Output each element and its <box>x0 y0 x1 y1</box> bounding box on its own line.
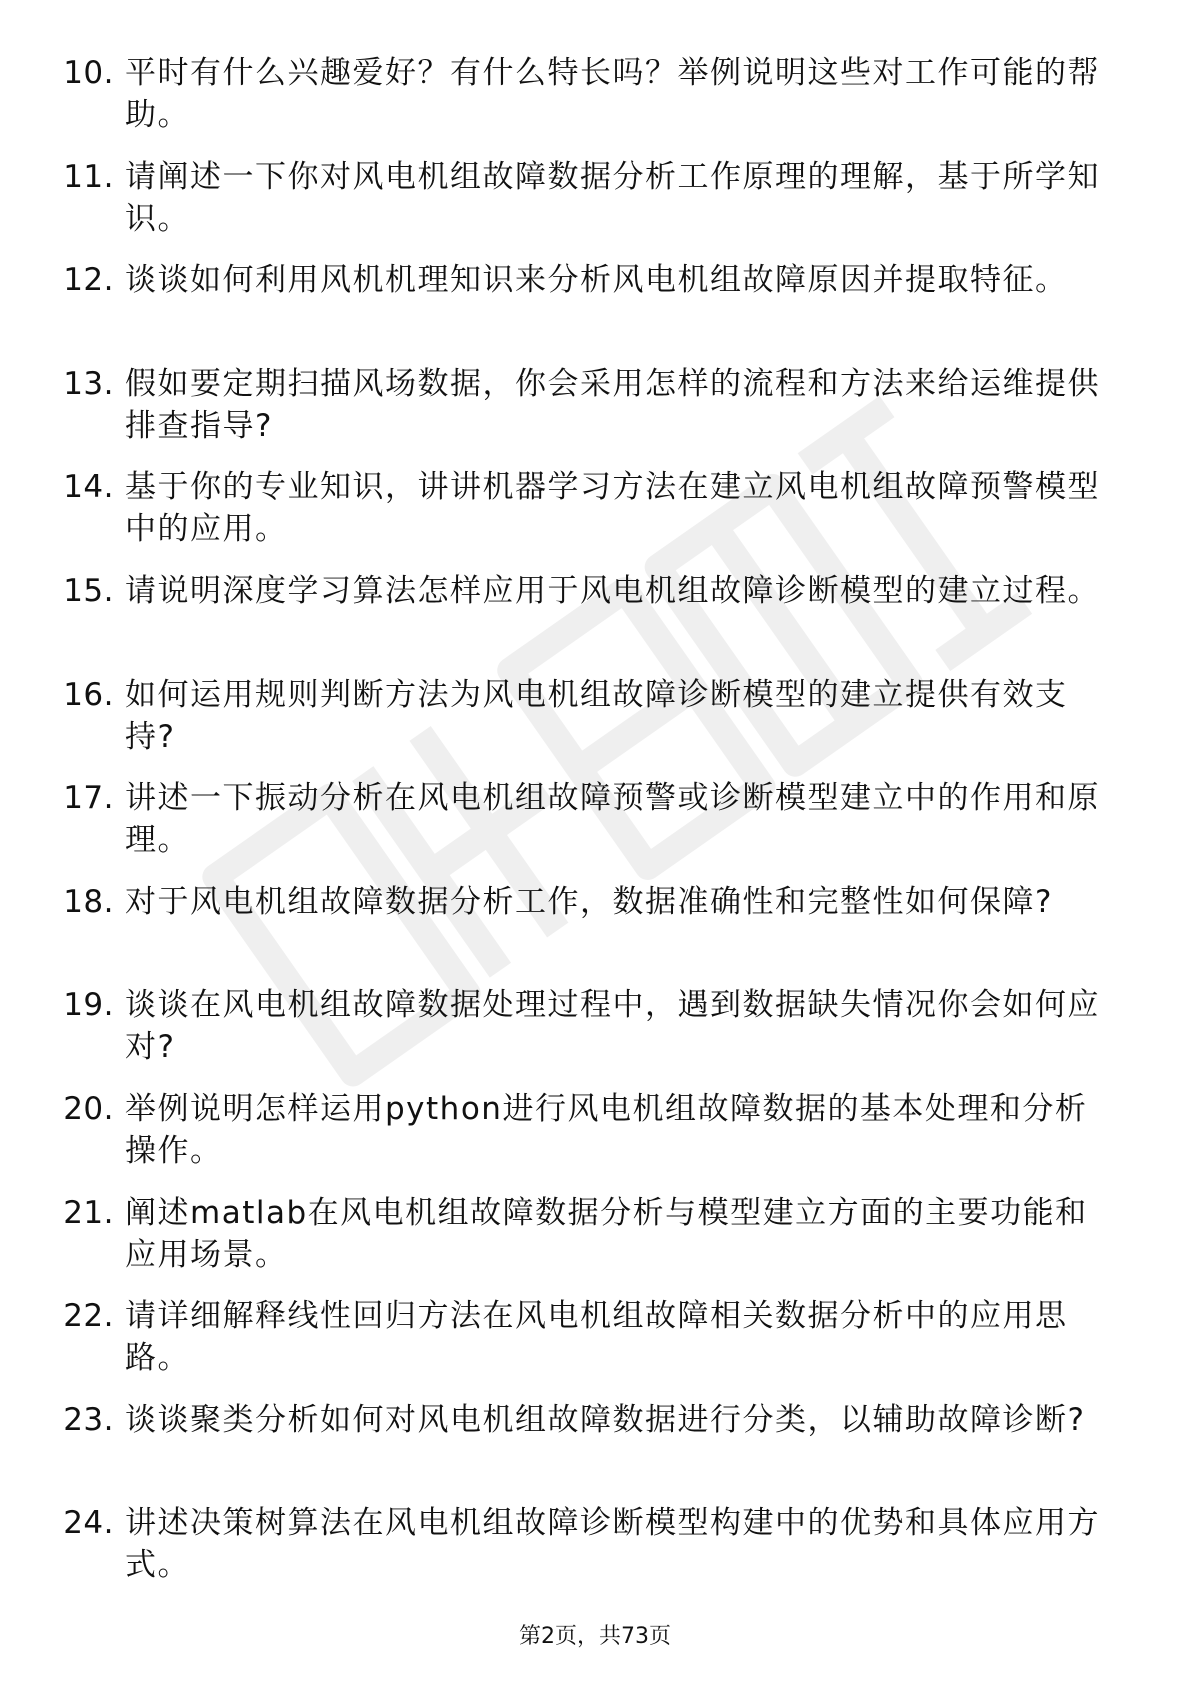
question-text: 讲述决策树算法在风电机组故障诊断模型构建中的优势和具体应用方式。 <box>125 1505 1100 1584</box>
question-number: 17. <box>63 780 114 817</box>
question-text: 对于风电机组故障数据分析工作，数据准确性和完整性如何保障? <box>125 883 1053 920</box>
question-number: 24. <box>63 1505 114 1542</box>
question-text: 讲述一下振动分析在风电机组故障预警或诊断模型建立中的作用和原理。 <box>125 780 1100 859</box>
list-item <box>0 674 1190 778</box>
question-text: 阐述matlab在风电机组故障数据分析与模型建立方面的主要功能和应用场景。 <box>125 1194 1088 1273</box>
list-item <box>0 777 1190 881</box>
list-item <box>0 1502 1190 1606</box>
question-number: 20. <box>63 1090 114 1127</box>
question-number: 16. <box>63 676 114 713</box>
question-number: 23. <box>63 1401 114 1438</box>
question-text: 谈谈如何利用风机机理知识来分析风电机组故障原因并提取特征。 <box>125 262 1068 299</box>
question-number: 21. <box>63 1194 114 1231</box>
question-text: 请阐述一下你对风电机组故障数据分析工作原理的理解，基于所学知识。 <box>125 158 1100 237</box>
question-text: 基于你的专业知识，讲讲机器学习方法在建立风电机组故障预警模型中的应用。 <box>125 469 1100 548</box>
list-item <box>0 1295 1190 1399</box>
list-item <box>0 466 1190 570</box>
question-number: 18. <box>63 883 114 920</box>
question-text: 谈谈在风电机组故障数据处理过程中，遇到数据缺失情况你会如何应对? <box>125 987 1100 1066</box>
page-footer: 第2页，共73页 <box>519 1624 671 1649</box>
question-number: 15. <box>63 572 114 609</box>
question-text: 请详细解释线性回归方法在风电机组故障相关数据分析中的应用思路。 <box>125 1298 1068 1377</box>
list-item <box>0 1088 1190 1192</box>
list-item <box>0 881 1190 985</box>
question-list <box>0 52 1190 1606</box>
question-number: 11. <box>63 158 114 195</box>
list-item <box>0 984 1190 1088</box>
question-text: 请说明深度学习算法怎样应用于风电机组故障诊断模型的建立过程。 <box>125 572 1100 609</box>
question-number: 12. <box>63 262 114 299</box>
question-text: 谈谈聚类分析如何对风电机组故障数据进行分类，以辅助故障诊断? <box>125 1401 1086 1438</box>
list-item <box>0 52 1190 156</box>
list-item <box>0 570 1190 674</box>
question-text: 平时有什么兴趣爱好？有什么特长吗？举例说明这些对工作可能的帮助。 <box>125 55 1100 133</box>
question-number: 19. <box>63 987 114 1024</box>
question-number: 22. <box>63 1298 114 1335</box>
list-item <box>0 1399 1190 1503</box>
list-item <box>0 156 1190 260</box>
list-item <box>0 363 1190 467</box>
question-number: 14. <box>63 469 114 506</box>
list-item <box>0 259 1190 363</box>
question-text: 举例说明怎样运用python进行风电机组故障数据的基本处理和分析操作。 <box>125 1090 1088 1169</box>
question-number: 10. <box>63 55 114 91</box>
question-number: 13. <box>63 365 114 402</box>
question-text: 如何运用规则判断方法为风电机组故障诊断模型的建立提供有效支持? <box>125 676 1068 755</box>
question-text: 假如要定期扫描风场数据，你会采用怎样的流程和方法来给运维提供排查指导? <box>125 365 1100 444</box>
list-item <box>0 1192 1190 1296</box>
